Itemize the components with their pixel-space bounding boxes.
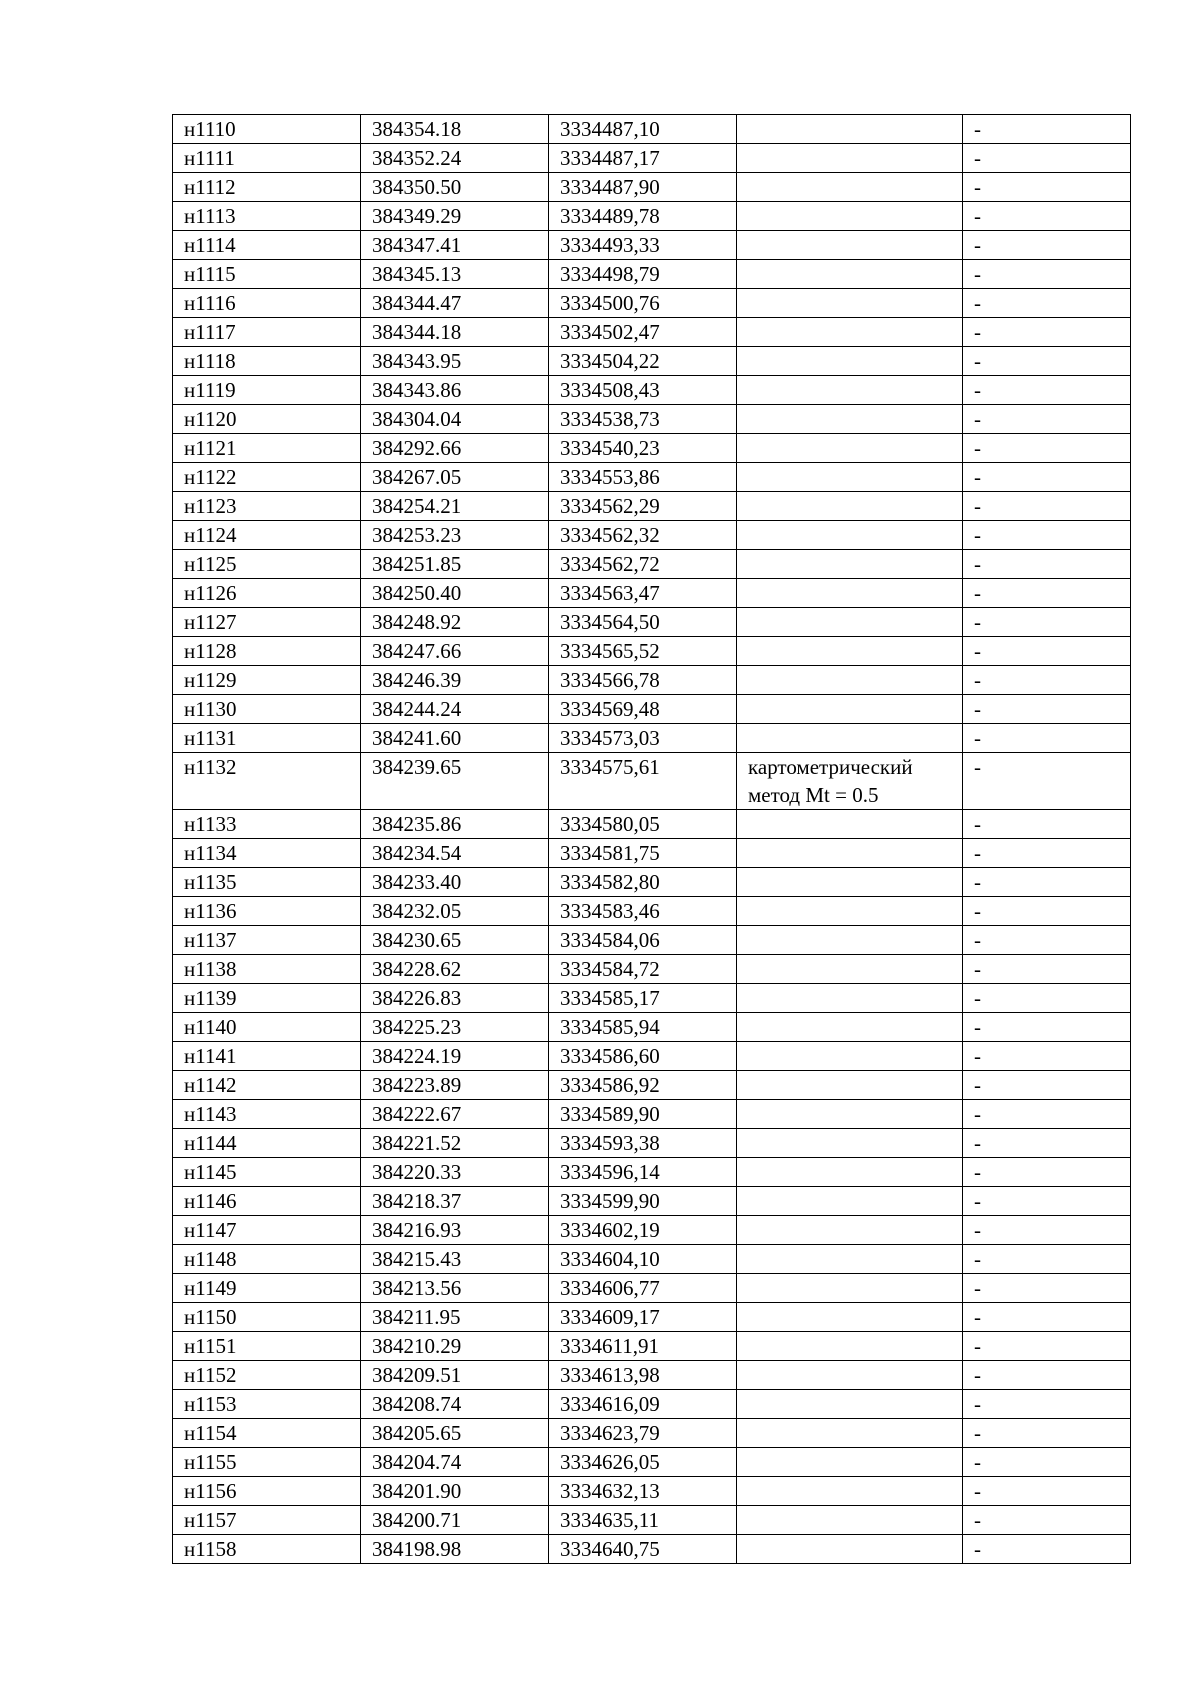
note-cell: - bbox=[963, 1361, 1131, 1390]
x-coordinate-cell: 384292.66 bbox=[361, 434, 549, 463]
y-coordinate-cell: 3334569,48 bbox=[549, 695, 737, 724]
note-cell: - bbox=[963, 839, 1131, 868]
method-cell bbox=[737, 1100, 963, 1129]
point-id-cell: н1133 bbox=[173, 810, 361, 839]
point-id-cell: н1152 bbox=[173, 1361, 361, 1390]
y-coordinate-cell: 3334562,32 bbox=[549, 521, 737, 550]
note-cell: - bbox=[963, 144, 1131, 173]
table-row bbox=[173, 1158, 1131, 1187]
method-cell bbox=[737, 1274, 963, 1303]
point-id-cell: н1143 bbox=[173, 1100, 361, 1129]
method-cell bbox=[737, 1158, 963, 1187]
note-cell: - bbox=[963, 1245, 1131, 1274]
point-id-cell: н1146 bbox=[173, 1187, 361, 1216]
table-row bbox=[173, 579, 1131, 608]
table-row bbox=[173, 608, 1131, 637]
x-coordinate-cell: 384234.54 bbox=[361, 839, 549, 868]
y-coordinate-cell: 3334616,09 bbox=[549, 1390, 737, 1419]
note-cell: - bbox=[963, 115, 1131, 144]
point-id-cell: н1134 bbox=[173, 839, 361, 868]
method-cell bbox=[737, 897, 963, 926]
note-cell: - bbox=[963, 868, 1131, 897]
table-row bbox=[173, 695, 1131, 724]
note-cell: - bbox=[963, 984, 1131, 1013]
point-id-cell: н1125 bbox=[173, 550, 361, 579]
table-row bbox=[173, 318, 1131, 347]
point-id-cell: н1127 bbox=[173, 608, 361, 637]
note-cell: - bbox=[963, 1042, 1131, 1071]
y-coordinate-cell: 3334562,72 bbox=[549, 550, 737, 579]
y-coordinate-cell: 3334500,76 bbox=[549, 289, 737, 318]
x-coordinate-cell: 384209.51 bbox=[361, 1361, 549, 1390]
note-cell: - bbox=[963, 810, 1131, 839]
table-row bbox=[173, 984, 1131, 1013]
point-id-cell: н1116 bbox=[173, 289, 361, 318]
note-cell: - bbox=[963, 260, 1131, 289]
method-cell bbox=[737, 144, 963, 173]
table-row bbox=[173, 1245, 1131, 1274]
x-coordinate-cell: 384205.65 bbox=[361, 1419, 549, 1448]
y-coordinate-cell: 3334586,92 bbox=[549, 1071, 737, 1100]
table-row bbox=[173, 637, 1131, 666]
x-coordinate-cell: 384267.05 bbox=[361, 463, 549, 492]
y-coordinate-cell: 3334596,14 bbox=[549, 1158, 737, 1187]
x-coordinate-cell: 384220.33 bbox=[361, 1158, 549, 1187]
x-coordinate-cell: 384213.56 bbox=[361, 1274, 549, 1303]
note-cell: - bbox=[963, 434, 1131, 463]
table-row bbox=[173, 1187, 1131, 1216]
point-id-cell: н1150 bbox=[173, 1303, 361, 1332]
table-row bbox=[173, 463, 1131, 492]
note-cell: - bbox=[963, 202, 1131, 231]
y-coordinate-cell: 3334623,79 bbox=[549, 1419, 737, 1448]
table-row bbox=[173, 1013, 1131, 1042]
note-cell: - bbox=[963, 1013, 1131, 1042]
point-id-cell: н1149 bbox=[173, 1274, 361, 1303]
table-row bbox=[173, 260, 1131, 289]
note-cell: - bbox=[963, 347, 1131, 376]
method-cell bbox=[737, 1216, 963, 1245]
x-coordinate-cell: 384349.29 bbox=[361, 202, 549, 231]
note-cell: - bbox=[963, 724, 1131, 753]
note-cell: - bbox=[963, 1506, 1131, 1535]
note-cell: - bbox=[963, 637, 1131, 666]
note-cell: - bbox=[963, 1535, 1131, 1564]
point-id-cell: н1142 bbox=[173, 1071, 361, 1100]
table-row bbox=[173, 289, 1131, 318]
table-row bbox=[173, 231, 1131, 260]
method-cell bbox=[737, 492, 963, 521]
method-cell bbox=[737, 1071, 963, 1100]
note-cell: - bbox=[963, 1390, 1131, 1419]
method-cell bbox=[737, 1332, 963, 1361]
point-id-cell: н1131 bbox=[173, 724, 361, 753]
method-cell bbox=[737, 1390, 963, 1419]
y-coordinate-cell: 3334565,52 bbox=[549, 637, 737, 666]
y-coordinate-cell: 3334538,73 bbox=[549, 405, 737, 434]
method-cell bbox=[737, 202, 963, 231]
y-coordinate-cell: 3334487,10 bbox=[549, 115, 737, 144]
note-cell: - bbox=[963, 579, 1131, 608]
note-cell: - bbox=[963, 289, 1131, 318]
y-coordinate-cell: 3334553,86 bbox=[549, 463, 737, 492]
coordinates-table bbox=[172, 114, 1131, 1564]
y-coordinate-cell: 3334580,05 bbox=[549, 810, 737, 839]
y-coordinate-cell: 3334585,17 bbox=[549, 984, 737, 1013]
method-cell bbox=[737, 173, 963, 202]
method-cell bbox=[737, 1013, 963, 1042]
x-coordinate-cell: 384232.05 bbox=[361, 897, 549, 926]
method-cell bbox=[737, 608, 963, 637]
note-cell: - bbox=[963, 521, 1131, 550]
y-coordinate-cell: 3334609,17 bbox=[549, 1303, 737, 1332]
table-row bbox=[173, 1100, 1131, 1129]
y-coordinate-cell: 3334584,06 bbox=[549, 926, 737, 955]
table-row bbox=[173, 550, 1131, 579]
table-row bbox=[173, 1129, 1131, 1158]
method-cell bbox=[737, 637, 963, 666]
table-row bbox=[173, 1332, 1131, 1361]
table-row bbox=[173, 173, 1131, 202]
y-coordinate-cell: 3334540,23 bbox=[549, 434, 737, 463]
point-id-cell: н1140 bbox=[173, 1013, 361, 1042]
y-coordinate-cell: 3334498,79 bbox=[549, 260, 737, 289]
note-cell: - bbox=[963, 1100, 1131, 1129]
x-coordinate-cell: 384233.40 bbox=[361, 868, 549, 897]
note-cell: - bbox=[963, 608, 1131, 637]
table-row bbox=[173, 521, 1131, 550]
x-coordinate-cell: 384225.23 bbox=[361, 1013, 549, 1042]
y-coordinate-cell: 3334489,78 bbox=[549, 202, 737, 231]
note-cell: - bbox=[963, 492, 1131, 521]
x-coordinate-cell: 384211.95 bbox=[361, 1303, 549, 1332]
note-cell: - bbox=[963, 550, 1131, 579]
point-id-cell: н1119 bbox=[173, 376, 361, 405]
table-row bbox=[173, 926, 1131, 955]
method-cell bbox=[737, 1448, 963, 1477]
y-coordinate-cell: 3334611,91 bbox=[549, 1332, 737, 1361]
x-coordinate-cell: 384343.86 bbox=[361, 376, 549, 405]
method-cell bbox=[737, 1506, 963, 1535]
y-coordinate-cell: 3334585,94 bbox=[549, 1013, 737, 1042]
note-cell: - bbox=[963, 666, 1131, 695]
x-coordinate-cell: 384204.74 bbox=[361, 1448, 549, 1477]
y-coordinate-cell: 3334487,90 bbox=[549, 173, 737, 202]
point-id-cell: н1112 bbox=[173, 173, 361, 202]
method-cell bbox=[737, 666, 963, 695]
table-row bbox=[173, 810, 1131, 839]
point-id-cell: н1121 bbox=[173, 434, 361, 463]
method-cell bbox=[737, 1535, 963, 1564]
point-id-cell: н1110 bbox=[173, 115, 361, 144]
table-row bbox=[173, 492, 1131, 521]
method-cell bbox=[737, 984, 963, 1013]
method-cell bbox=[737, 1245, 963, 1274]
x-coordinate-cell: 384222.67 bbox=[361, 1100, 549, 1129]
x-coordinate-cell: 384216.93 bbox=[361, 1216, 549, 1245]
note-cell: - bbox=[963, 231, 1131, 260]
method-cell bbox=[737, 231, 963, 260]
table-row bbox=[173, 1506, 1131, 1535]
method-cell bbox=[737, 318, 963, 347]
x-coordinate-cell: 384223.89 bbox=[361, 1071, 549, 1100]
y-coordinate-cell: 3334487,17 bbox=[549, 144, 737, 173]
note-cell: - bbox=[963, 405, 1131, 434]
method-cell: картометрический метод Mt = 0.5 bbox=[737, 753, 963, 810]
note-cell: - bbox=[963, 1129, 1131, 1158]
note-cell: - bbox=[963, 955, 1131, 984]
note-cell: - bbox=[963, 897, 1131, 926]
point-id-cell: н1139 bbox=[173, 984, 361, 1013]
y-coordinate-cell: 3334564,50 bbox=[549, 608, 737, 637]
x-coordinate-cell: 384228.62 bbox=[361, 955, 549, 984]
table-row bbox=[173, 434, 1131, 463]
method-cell bbox=[737, 1187, 963, 1216]
y-coordinate-cell: 3334581,75 bbox=[549, 839, 737, 868]
table-row bbox=[173, 1303, 1131, 1332]
note-cell: - bbox=[963, 1419, 1131, 1448]
method-cell bbox=[737, 434, 963, 463]
point-id-cell: н1111 bbox=[173, 144, 361, 173]
y-coordinate-cell: 3334502,47 bbox=[549, 318, 737, 347]
method-cell bbox=[737, 1042, 963, 1071]
x-coordinate-cell: 384345.13 bbox=[361, 260, 549, 289]
point-id-cell: н1144 bbox=[173, 1129, 361, 1158]
x-coordinate-cell: 384248.92 bbox=[361, 608, 549, 637]
note-cell: - bbox=[963, 1274, 1131, 1303]
coordinates-table-body bbox=[173, 115, 1131, 1564]
table-row bbox=[173, 839, 1131, 868]
table-row bbox=[173, 1419, 1131, 1448]
x-coordinate-cell: 384304.04 bbox=[361, 405, 549, 434]
method-cell bbox=[737, 289, 963, 318]
x-coordinate-cell: 384247.66 bbox=[361, 637, 549, 666]
x-coordinate-cell: 384344.47 bbox=[361, 289, 549, 318]
table-row bbox=[173, 1216, 1131, 1245]
note-cell: - bbox=[963, 1216, 1131, 1245]
point-id-cell: н1154 bbox=[173, 1419, 361, 1448]
x-coordinate-cell: 384239.65 bbox=[361, 753, 549, 810]
method-cell bbox=[737, 868, 963, 897]
note-cell: - bbox=[963, 318, 1131, 347]
y-coordinate-cell: 3334632,13 bbox=[549, 1477, 737, 1506]
point-id-cell: н1151 bbox=[173, 1332, 361, 1361]
table-row bbox=[173, 144, 1131, 173]
x-coordinate-cell: 384246.39 bbox=[361, 666, 549, 695]
note-cell: - bbox=[963, 1303, 1131, 1332]
x-coordinate-cell: 384198.98 bbox=[361, 1535, 549, 1564]
point-id-cell: н1147 bbox=[173, 1216, 361, 1245]
table-row bbox=[173, 1477, 1131, 1506]
table-row bbox=[173, 347, 1131, 376]
y-coordinate-cell: 3334589,90 bbox=[549, 1100, 737, 1129]
y-coordinate-cell: 3334602,19 bbox=[549, 1216, 737, 1245]
y-coordinate-cell: 3334575,61 bbox=[549, 753, 737, 810]
method-cell bbox=[737, 347, 963, 376]
point-id-cell: н1123 bbox=[173, 492, 361, 521]
point-id-cell: н1135 bbox=[173, 868, 361, 897]
x-coordinate-cell: 384226.83 bbox=[361, 984, 549, 1013]
point-id-cell: н1132 bbox=[173, 753, 361, 810]
method-cell bbox=[737, 550, 963, 579]
table-row bbox=[173, 1448, 1131, 1477]
x-coordinate-cell: 384208.74 bbox=[361, 1390, 549, 1419]
note-cell: - bbox=[963, 1158, 1131, 1187]
table-row bbox=[173, 724, 1131, 753]
x-coordinate-cell: 384354.18 bbox=[361, 115, 549, 144]
x-coordinate-cell: 384218.37 bbox=[361, 1187, 549, 1216]
method-cell bbox=[737, 1419, 963, 1448]
y-coordinate-cell: 3334563,47 bbox=[549, 579, 737, 608]
method-cell bbox=[737, 926, 963, 955]
x-coordinate-cell: 384221.52 bbox=[361, 1129, 549, 1158]
y-coordinate-cell: 3334573,03 bbox=[549, 724, 737, 753]
table-row bbox=[173, 897, 1131, 926]
x-coordinate-cell: 384251.85 bbox=[361, 550, 549, 579]
note-cell: - bbox=[963, 376, 1131, 405]
note-cell: - bbox=[963, 1071, 1131, 1100]
point-id-cell: н1115 bbox=[173, 260, 361, 289]
point-id-cell: н1126 bbox=[173, 579, 361, 608]
note-cell: - bbox=[963, 1477, 1131, 1506]
note-cell: - bbox=[963, 695, 1131, 724]
y-coordinate-cell: 3334562,29 bbox=[549, 492, 737, 521]
x-coordinate-cell: 384253.23 bbox=[361, 521, 549, 550]
point-id-cell: н1129 bbox=[173, 666, 361, 695]
y-coordinate-cell: 3334599,90 bbox=[549, 1187, 737, 1216]
method-cell bbox=[737, 521, 963, 550]
y-coordinate-cell: 3334508,43 bbox=[549, 376, 737, 405]
method-cell bbox=[737, 1129, 963, 1158]
point-id-cell: н1120 bbox=[173, 405, 361, 434]
method-cell bbox=[737, 955, 963, 984]
x-coordinate-cell: 384200.71 bbox=[361, 1506, 549, 1535]
y-coordinate-cell: 3334640,75 bbox=[549, 1535, 737, 1564]
x-coordinate-cell: 384241.60 bbox=[361, 724, 549, 753]
point-id-cell: н1157 bbox=[173, 1506, 361, 1535]
method-cell bbox=[737, 1361, 963, 1390]
point-id-cell: н1158 bbox=[173, 1535, 361, 1564]
x-coordinate-cell: 384224.19 bbox=[361, 1042, 549, 1071]
method-cell bbox=[737, 376, 963, 405]
table-row bbox=[173, 202, 1131, 231]
table-row bbox=[173, 376, 1131, 405]
point-id-cell: н1138 bbox=[173, 955, 361, 984]
note-cell: - bbox=[963, 173, 1131, 202]
x-coordinate-cell: 384244.24 bbox=[361, 695, 549, 724]
method-cell bbox=[737, 810, 963, 839]
point-id-cell: н1130 bbox=[173, 695, 361, 724]
table-row bbox=[173, 1274, 1131, 1303]
point-id-cell: н1114 bbox=[173, 231, 361, 260]
note-cell: - bbox=[963, 926, 1131, 955]
table-row bbox=[173, 1071, 1131, 1100]
y-coordinate-cell: 3334504,22 bbox=[549, 347, 737, 376]
point-id-cell: н1113 bbox=[173, 202, 361, 231]
x-coordinate-cell: 384215.43 bbox=[361, 1245, 549, 1274]
point-id-cell: н1118 bbox=[173, 347, 361, 376]
x-coordinate-cell: 384201.90 bbox=[361, 1477, 549, 1506]
point-id-cell: н1136 bbox=[173, 897, 361, 926]
y-coordinate-cell: 3334582,80 bbox=[549, 868, 737, 897]
y-coordinate-cell: 3334586,60 bbox=[549, 1042, 737, 1071]
point-id-cell: н1145 bbox=[173, 1158, 361, 1187]
y-coordinate-cell: 3334635,11 bbox=[549, 1506, 737, 1535]
x-coordinate-cell: 384344.18 bbox=[361, 318, 549, 347]
y-coordinate-cell: 3334566,78 bbox=[549, 666, 737, 695]
method-cell bbox=[737, 695, 963, 724]
method-cell bbox=[737, 115, 963, 144]
point-id-cell: н1128 bbox=[173, 637, 361, 666]
point-id-cell: н1137 bbox=[173, 926, 361, 955]
note-cell: - bbox=[963, 1187, 1131, 1216]
x-coordinate-cell: 384250.40 bbox=[361, 579, 549, 608]
point-id-cell: н1156 bbox=[173, 1477, 361, 1506]
x-coordinate-cell: 384350.50 bbox=[361, 173, 549, 202]
x-coordinate-cell: 384343.95 bbox=[361, 347, 549, 376]
method-cell bbox=[737, 1303, 963, 1332]
y-coordinate-cell: 3334583,46 bbox=[549, 897, 737, 926]
note-cell: - bbox=[963, 463, 1131, 492]
point-id-cell: н1124 bbox=[173, 521, 361, 550]
method-cell bbox=[737, 260, 963, 289]
table-row bbox=[173, 955, 1131, 984]
note-cell: - bbox=[963, 1448, 1131, 1477]
x-coordinate-cell: 384352.24 bbox=[361, 144, 549, 173]
point-id-cell: н1117 bbox=[173, 318, 361, 347]
table-row bbox=[173, 405, 1131, 434]
table-row bbox=[173, 1535, 1131, 1564]
x-coordinate-cell: 384230.65 bbox=[361, 926, 549, 955]
y-coordinate-cell: 3334604,10 bbox=[549, 1245, 737, 1274]
y-coordinate-cell: 3334493,33 bbox=[549, 231, 737, 260]
y-coordinate-cell: 3334593,38 bbox=[549, 1129, 737, 1158]
method-cell bbox=[737, 839, 963, 868]
method-cell bbox=[737, 724, 963, 753]
point-id-cell: н1155 bbox=[173, 1448, 361, 1477]
table-row bbox=[173, 1390, 1131, 1419]
table-row bbox=[173, 868, 1131, 897]
table-row bbox=[173, 115, 1131, 144]
point-id-cell: н1141 bbox=[173, 1042, 361, 1071]
y-coordinate-cell: 3334606,77 bbox=[549, 1274, 737, 1303]
y-coordinate-cell: 3334584,72 bbox=[549, 955, 737, 984]
point-id-cell: н1148 bbox=[173, 1245, 361, 1274]
x-coordinate-cell: 384254.21 bbox=[361, 492, 549, 521]
x-coordinate-cell: 384347.41 bbox=[361, 231, 549, 260]
x-coordinate-cell: 384235.86 bbox=[361, 810, 549, 839]
table-row bbox=[173, 1361, 1131, 1390]
method-cell bbox=[737, 405, 963, 434]
note-cell: - bbox=[963, 1332, 1131, 1361]
y-coordinate-cell: 3334626,05 bbox=[549, 1448, 737, 1477]
y-coordinate-cell: 3334613,98 bbox=[549, 1361, 737, 1390]
point-id-cell: н1153 bbox=[173, 1390, 361, 1419]
point-id-cell: н1122 bbox=[173, 463, 361, 492]
method-cell bbox=[737, 579, 963, 608]
method-cell bbox=[737, 463, 963, 492]
x-coordinate-cell: 384210.29 bbox=[361, 1332, 549, 1361]
table-row bbox=[173, 753, 1131, 810]
table-row bbox=[173, 666, 1131, 695]
table-row bbox=[173, 1042, 1131, 1071]
note-cell: - bbox=[963, 753, 1131, 810]
method-cell bbox=[737, 1477, 963, 1506]
